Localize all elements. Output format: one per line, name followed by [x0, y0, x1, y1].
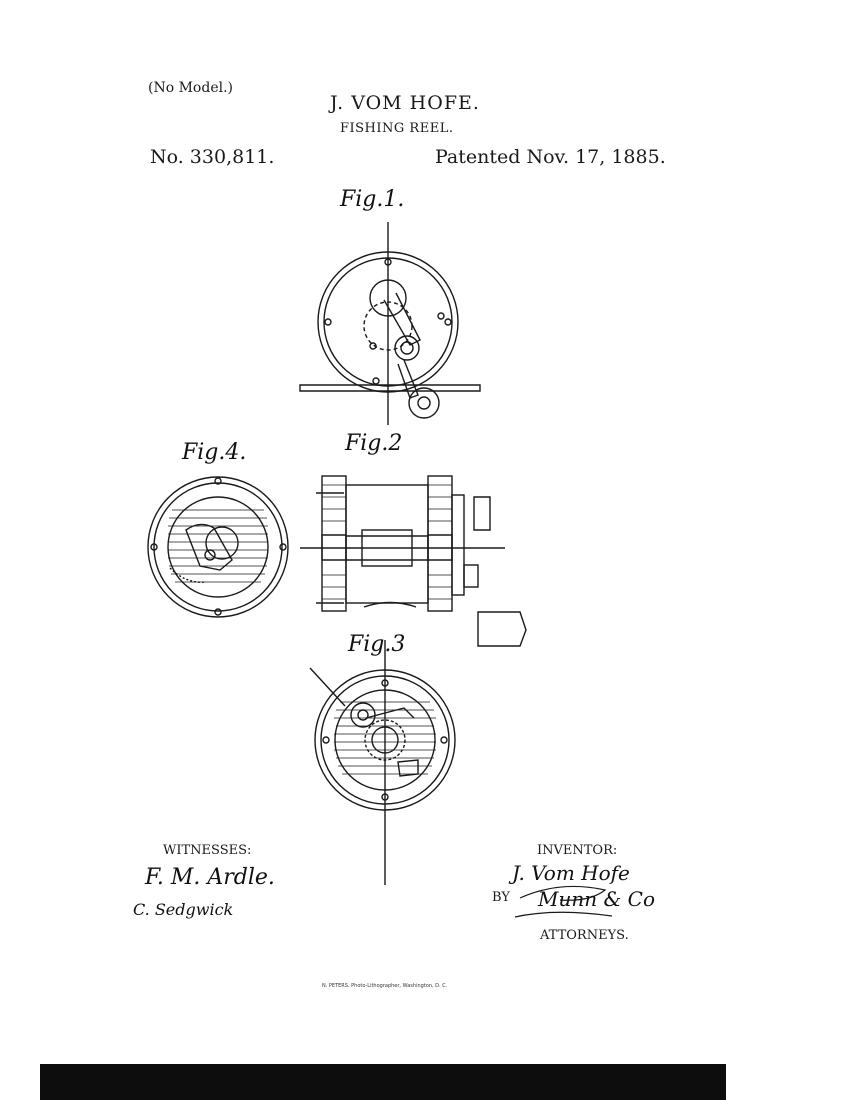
attorneys-label: ATTORNEYS.: [540, 928, 629, 943]
inventor-label: INVENTOR:: [537, 843, 618, 858]
witnesses-label: WITNESSES:: [163, 843, 252, 858]
patent-date: Patented Nov. 17, 1885.: [435, 146, 666, 168]
svg-text:Munn & Co: Munn & Co: [538, 887, 655, 911]
invention-title: FISHING REEL.: [340, 121, 454, 136]
handwritten-signatures: [133, 861, 655, 919]
figure-4-drawing: [148, 477, 288, 617]
figure-2-drawing: [300, 476, 526, 646]
figure-3-drawing: [310, 640, 455, 885]
svg-text:C. Sedgwick: C. Sedgwick: [133, 900, 234, 919]
figure-2-label: Fig.2: [345, 431, 403, 456]
inventor-name: J. VOM HOFE.: [330, 92, 480, 114]
svg-text:J. Vom Hofe: J. Vom Hofe: [512, 861, 630, 885]
by-label: BY: [492, 890, 510, 905]
model-note: (No Model.): [148, 80, 233, 96]
figure-1-drawing: [300, 222, 480, 425]
figure-3-label: Fig.3: [348, 632, 406, 657]
patent-number: No. 330,811.: [150, 146, 275, 168]
scan-border-bar: [40, 1064, 726, 1100]
figure-4-label: Fig.4.: [182, 440, 247, 465]
printer-note: N. PETERS. Photo-Lithographer, Washington, D. C.: [322, 983, 448, 989]
svg-text:F. M. Ardle.: F. M. Ardle.: [145, 865, 275, 890]
figure-1-label: Fig.1.: [340, 187, 405, 212]
